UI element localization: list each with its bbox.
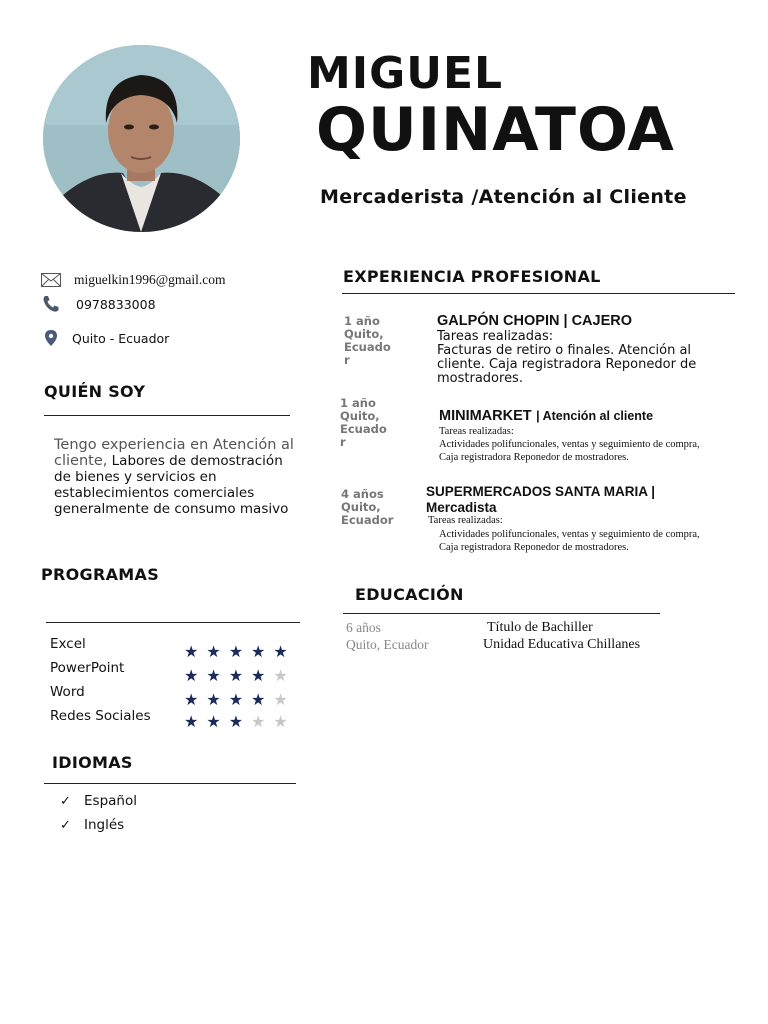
phone-text: 0978833008 (76, 296, 156, 312)
star-rating (184, 644, 288, 660)
check-icon: ✓ (60, 817, 71, 833)
star-filled-icon: ★ (251, 666, 266, 685)
star-filled-icon: ★ (184, 666, 199, 685)
phone-icon (40, 295, 62, 313)
envelope-icon (40, 271, 62, 289)
programs-divider (46, 622, 300, 623)
experience-divider (342, 293, 735, 294)
program-name: Redes Sociales (50, 708, 151, 724)
first-name: MIGUEL (307, 48, 504, 99)
star-filled-icon: ★ (184, 690, 199, 709)
education-divider (343, 613, 660, 614)
about-title: QUIÉN SOY (44, 382, 146, 401)
star-empty-icon: ★ (273, 666, 288, 685)
exp-company-name: SUPERMERCADOS SANTA MARIA | (426, 484, 656, 499)
program-name: Word (50, 684, 85, 700)
email-text: miguelkin1996@gmail.com (74, 272, 226, 287)
exp-place: Ecuado (340, 422, 387, 436)
exp-company-suffix: | Atención al cliente (536, 409, 654, 423)
star-filled-icon: ★ (206, 666, 221, 685)
edu-details (483, 619, 640, 653)
exp-company-name: MINIMARKET (439, 408, 532, 424)
exp-tasks-label: Tareas realizadas: (428, 515, 503, 526)
last-name: QUINATOA (316, 95, 675, 165)
exp-description: Actividades polifuncionales, ventas y seguimiento de compra, Caja registradora Reponedor de mostradores. (439, 529, 700, 553)
about-body: Labores de demostración de bienes y servicios en establecimientos comerciales generalmente de consumo masivo (54, 453, 289, 517)
star-rating (184, 692, 288, 708)
exp-meta (344, 315, 391, 367)
exp-tasks-label: Tareas realizadas: (439, 426, 514, 437)
star-filled-icon: ★ (228, 690, 244, 709)
education-title: EDUCACIÓN (355, 585, 464, 604)
language-label: Español (84, 793, 137, 809)
exp-place: Quito, (341, 500, 381, 514)
check-icon: ✓ (60, 793, 71, 809)
exp-tasks-label: Tareas realizadas: (437, 329, 554, 344)
star-filled-icon: ★ (273, 642, 288, 661)
star-empty-icon: ★ (273, 712, 288, 731)
language-item (60, 817, 124, 833)
star-rating (184, 714, 288, 730)
exp-description: Facturas de retiro o finales. Atención al cliente. Caja registradora Reponedor de mostradores. (437, 343, 697, 386)
job-title: Mercaderista /Atención al Cliente (320, 186, 687, 208)
edu-place: Quito, Ecuador (346, 637, 429, 652)
exp-company: GALPÓN CHOPIN | CAJERO (437, 313, 632, 329)
edu-degree: Título de Bachiller (487, 620, 593, 635)
program-name: PowerPoint (50, 660, 125, 676)
language-label: Inglés (84, 817, 125, 833)
edu-duration: 6 años (346, 620, 381, 635)
exp-meta (341, 488, 393, 527)
exp-duration: 1 año (340, 396, 376, 410)
edu-meta (346, 619, 428, 653)
languages-divider (44, 783, 296, 784)
star-filled-icon: ★ (206, 690, 221, 709)
exp-details (439, 425, 719, 464)
star-filled-icon: ★ (228, 642, 244, 661)
exp-details (437, 330, 717, 386)
star-empty-icon: ★ (251, 712, 266, 731)
experience-title: EXPERIENCIA PROFESIONAL (343, 267, 601, 286)
edu-school: Unidad Educativa Chillanes (483, 637, 641, 652)
exp-company-line2: Mercadista (426, 500, 497, 515)
exp-place: Ecuado (344, 340, 391, 354)
star-filled-icon: ★ (184, 712, 199, 731)
star-empty-icon: ★ (273, 690, 288, 709)
star-rating (184, 668, 288, 684)
program-name: Excel (50, 636, 86, 652)
exp-meta (340, 397, 387, 449)
location-text: Quito - Ecuador (72, 330, 170, 346)
contact-email (40, 271, 226, 289)
star-filled-icon: ★ (251, 642, 266, 661)
location-pin-icon (40, 329, 62, 347)
exp-place: Ecuador (341, 513, 394, 527)
languages-title: IDIOMAS (52, 753, 133, 772)
programs-title: PROGRAMAS (41, 565, 160, 584)
language-item (60, 793, 137, 809)
exp-place: Quito, (340, 409, 380, 423)
exp-duration: 1 año (344, 314, 380, 328)
about-divider (44, 415, 290, 416)
star-filled-icon: ★ (228, 666, 244, 685)
about-text (54, 437, 294, 517)
exp-company (426, 484, 655, 516)
star-filled-icon: ★ (251, 690, 266, 709)
profile-photo (43, 45, 240, 232)
star-filled-icon: ★ (184, 642, 199, 661)
exp-company (439, 407, 653, 425)
contact-phone (40, 295, 156, 313)
exp-duration: 4 años (341, 487, 384, 501)
exp-description: Actividades polifuncionales, ventas y seguimiento de compra, Caja registradora Reponedor de mostradores. (439, 439, 700, 463)
exp-place: r (340, 435, 346, 449)
exp-place: r (344, 353, 350, 367)
contact-location (40, 329, 169, 347)
about-lead: Tengo experiencia en Atención al cliente, (54, 437, 294, 469)
exp-place: Quito, (344, 327, 384, 341)
star-filled-icon: ★ (206, 642, 221, 661)
star-filled-icon: ★ (206, 712, 221, 731)
star-filled-icon: ★ (228, 712, 244, 731)
